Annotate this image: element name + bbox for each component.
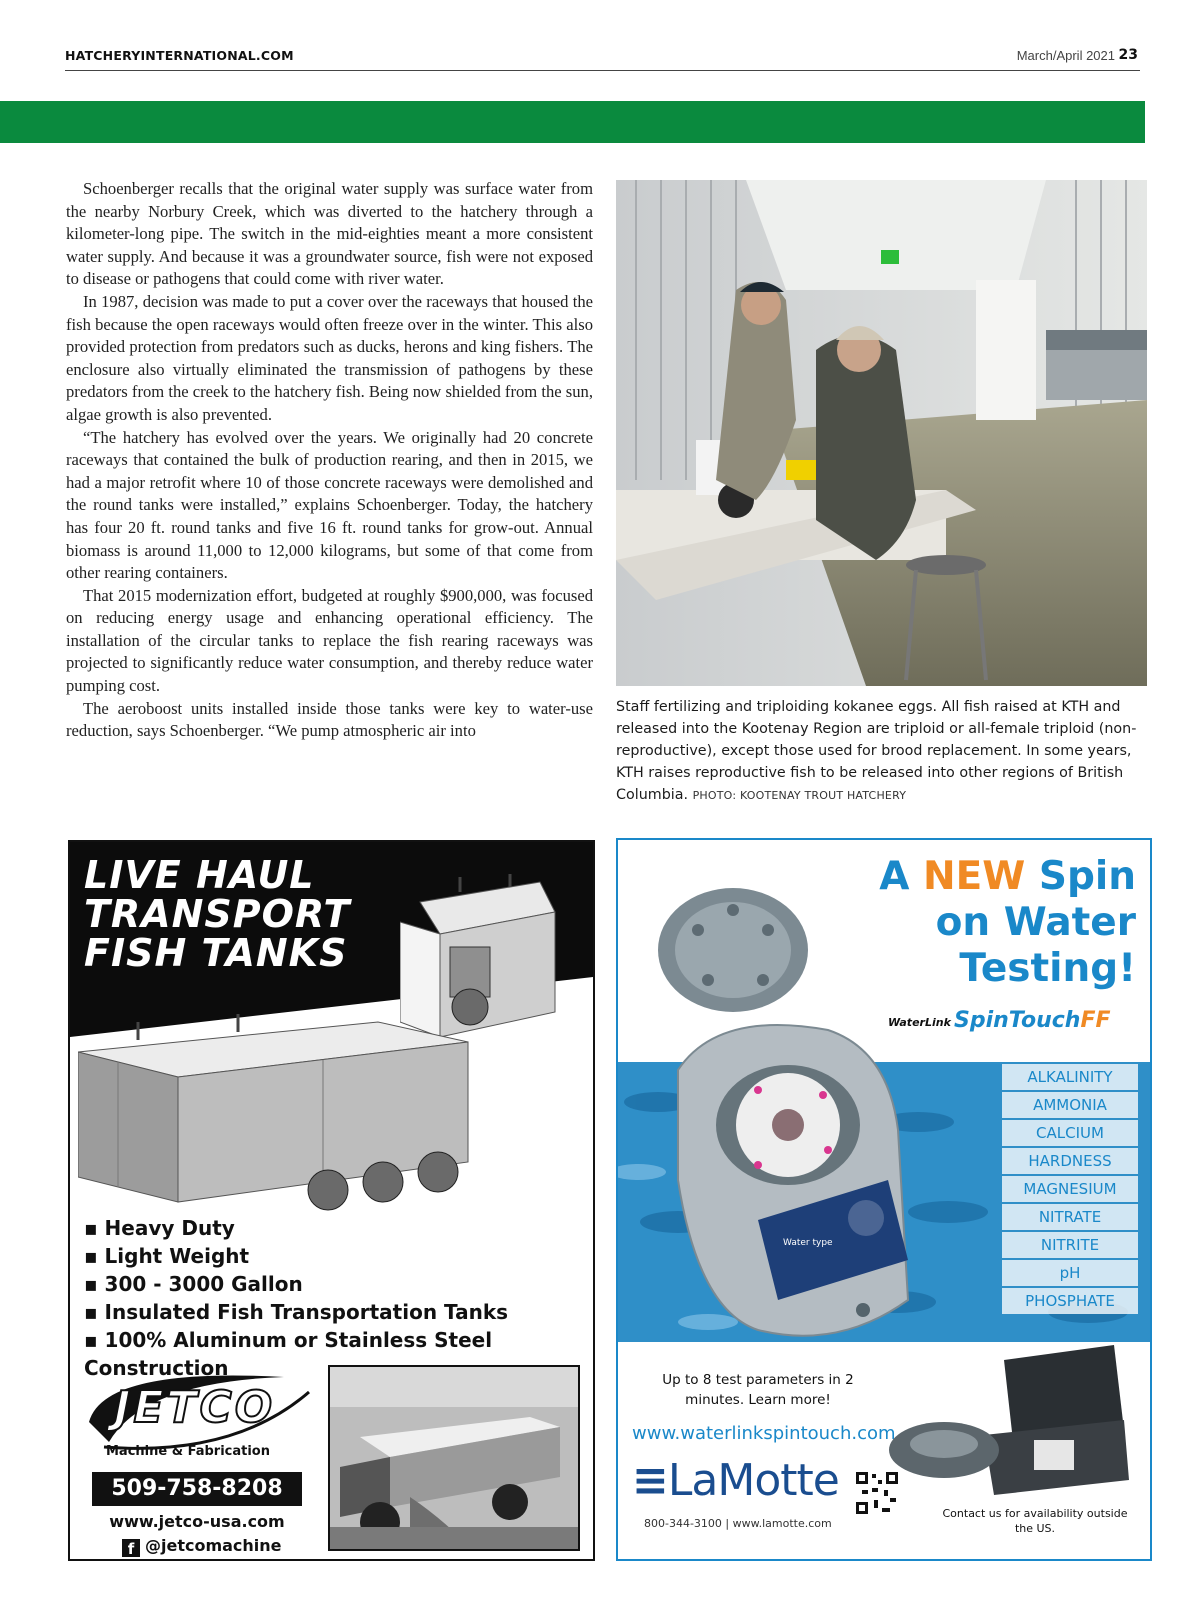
headline-new: NEW (922, 854, 1026, 899)
spintouch-device-image (638, 880, 968, 1360)
large-tank-image (78, 1012, 498, 1212)
lamotte-url[interactable]: www.waterlinkspintouch.com (632, 1423, 896, 1444)
parameter-item: PHOSPHATE (1002, 1288, 1138, 1314)
lamotte-logo-text: LaMotte (667, 1455, 839, 1506)
spintouch-text: SpinTouch (954, 1008, 1081, 1033)
jetco-ad[interactable] (68, 840, 595, 1561)
photo-caption (616, 696, 1148, 807)
facebook-icon: f (122, 1539, 140, 1557)
page-number: 23 (1118, 47, 1138, 63)
lamotte-contact-line[interactable]: 800-344-3100 | www.lamotte.com (644, 1517, 832, 1530)
waterlink-label: WaterLink (888, 1016, 951, 1029)
feature-item: ▪ Heavy Duty (84, 1214, 593, 1242)
parameter-item: CALCIUM (1002, 1120, 1138, 1146)
article-paragraph: Schoenberger recalls that the original water supply was surface water from the nearby Norbury Creek, which was diverted to the hatchery through a kilometer-long pipe. The switch in the mid-eighties meant a more consistent water supply. And because it was a groundwater source, fish were not exposed to disease or pathogens that could come with river water. (66, 179, 593, 289)
jetco-logo-text: JETCO (114, 1382, 276, 1433)
article-body (66, 178, 593, 743)
jetco-logo-subtitle: Machine & Fabrication (106, 1444, 270, 1459)
parameter-item: NITRITE (1002, 1232, 1138, 1258)
parameter-item: HARDNESS (1002, 1148, 1138, 1174)
jetco-title-line: TRANSPORT (84, 892, 351, 936)
article-paragraph: In 1987, decision was made to put a cover over the raceways that housed the fish because the open raceways would often freeze over in the winter. This also provided protection from predators such as ducks, herons and king fishers. The enclosure also virtually eliminated the transmission of pathogens by these predators from the creek to the hatchery fish. Being now shielded from the sun, algae growth is also prevented. (66, 291, 593, 424)
facebook-handle: @jetcomachine (145, 1536, 282, 1555)
parameter-item: AMMONIA (1002, 1092, 1138, 1118)
jetco-logo (84, 1362, 314, 1472)
jetco-facebook[interactable] (122, 1536, 282, 1557)
parameter-item: MAGNESIUM (1002, 1176, 1138, 1202)
headline-pre: A (879, 854, 923, 899)
feature-item: ▪ 100% Aluminum or Stainless Steel Construction (84, 1326, 593, 1382)
lamotte-logo-mark: ≡ (632, 1455, 668, 1506)
parameter-item: ALKALINITY (1002, 1064, 1138, 1090)
jetco-title-line: LIVE HAUL (84, 853, 315, 897)
article-paragraph: “The hatchery has evolved over the years. We originally had 20 concrete raceways that contained the bulk of production rearing, and then in 2015, we had a major retrofit where 10 of those concrete raceways were demolished and the round tanks were installed,” explains Schoenberger. Today, the hatchery has four 20 ft. round tanks and five 16 ft. round tanks for grow-out. Annual biomass is around 11,000 to 12,000 kilograms, but some of that come from other rearing containers. (66, 427, 593, 583)
feature-list (84, 1214, 593, 1382)
hatchery-photo (616, 180, 1147, 686)
spintouch-ff: FF (1080, 1008, 1111, 1033)
parameter-item: pH (1002, 1260, 1138, 1286)
lamotte-blurb: Up to 8 test parameters in 2 minutes. Learn more! (662, 1372, 854, 1408)
parameter-item: NITRATE (1002, 1204, 1138, 1230)
parameter-list (1002, 1064, 1138, 1316)
lamotte-logo (632, 1455, 839, 1506)
truck-photo (328, 1365, 580, 1551)
site-name: HATCHERYINTERNATIONAL.COM (65, 48, 294, 63)
caption-text: Staff fertilizing and triploiding kokanee eggs. All fish raised at KTH and released into the Kootenay Region are triploid or all-female triploid (non-reproductive), except those used for brood replacement. In some years, KTH raises reproductive fish to be released into other regions of British Columbia. (616, 699, 1137, 803)
test-kit-case-image (884, 1340, 1134, 1500)
header-rule (65, 70, 1140, 71)
jetco-website[interactable]: www.jetco-usa.com (109, 1512, 285, 1531)
qr-code-icon[interactable] (854, 1470, 900, 1516)
jetco-title-line: FISH TANKS (84, 931, 348, 975)
lamotte-contact-note: Contact us for availability outside the US. (942, 1507, 1128, 1535)
jetco-phone[interactable]: 509-758-8208 (92, 1472, 302, 1506)
photo-credit: PHOTO: KOOTENAY TROUT HATCHERY (692, 789, 907, 802)
feature-item: ▪ 300 - 3000 Gallon (84, 1270, 593, 1298)
feature-item: ▪ Light Weight (84, 1242, 593, 1270)
spintouch-label (954, 1008, 1111, 1033)
headline-post: Spin on Water Testing! (935, 854, 1136, 991)
article-paragraph: The aeroboost units installed inside those tanks were key to water-use reduction, says Schoenberger. “We pump atmospheric air into (66, 698, 593, 741)
svg-text:Water type: Water type (783, 1238, 833, 1248)
green-band (0, 101, 1145, 143)
issue-date: March/April 2021 (1016, 48, 1115, 63)
jetco-title (84, 853, 394, 975)
feature-item: ▪ Insulated Fish Transportation Tanks (84, 1298, 593, 1326)
lamotte-ad[interactable] (616, 838, 1152, 1561)
article-paragraph: That 2015 modernization effort, budgeted at roughly $900,000, was focused on reducing energy usage and enhancing operational efficiency. The installation of the circular tanks to replace the fish rearing raceways was projected to significantly reduce water consumption, and thereby reduce water pumping cost. (66, 585, 593, 696)
